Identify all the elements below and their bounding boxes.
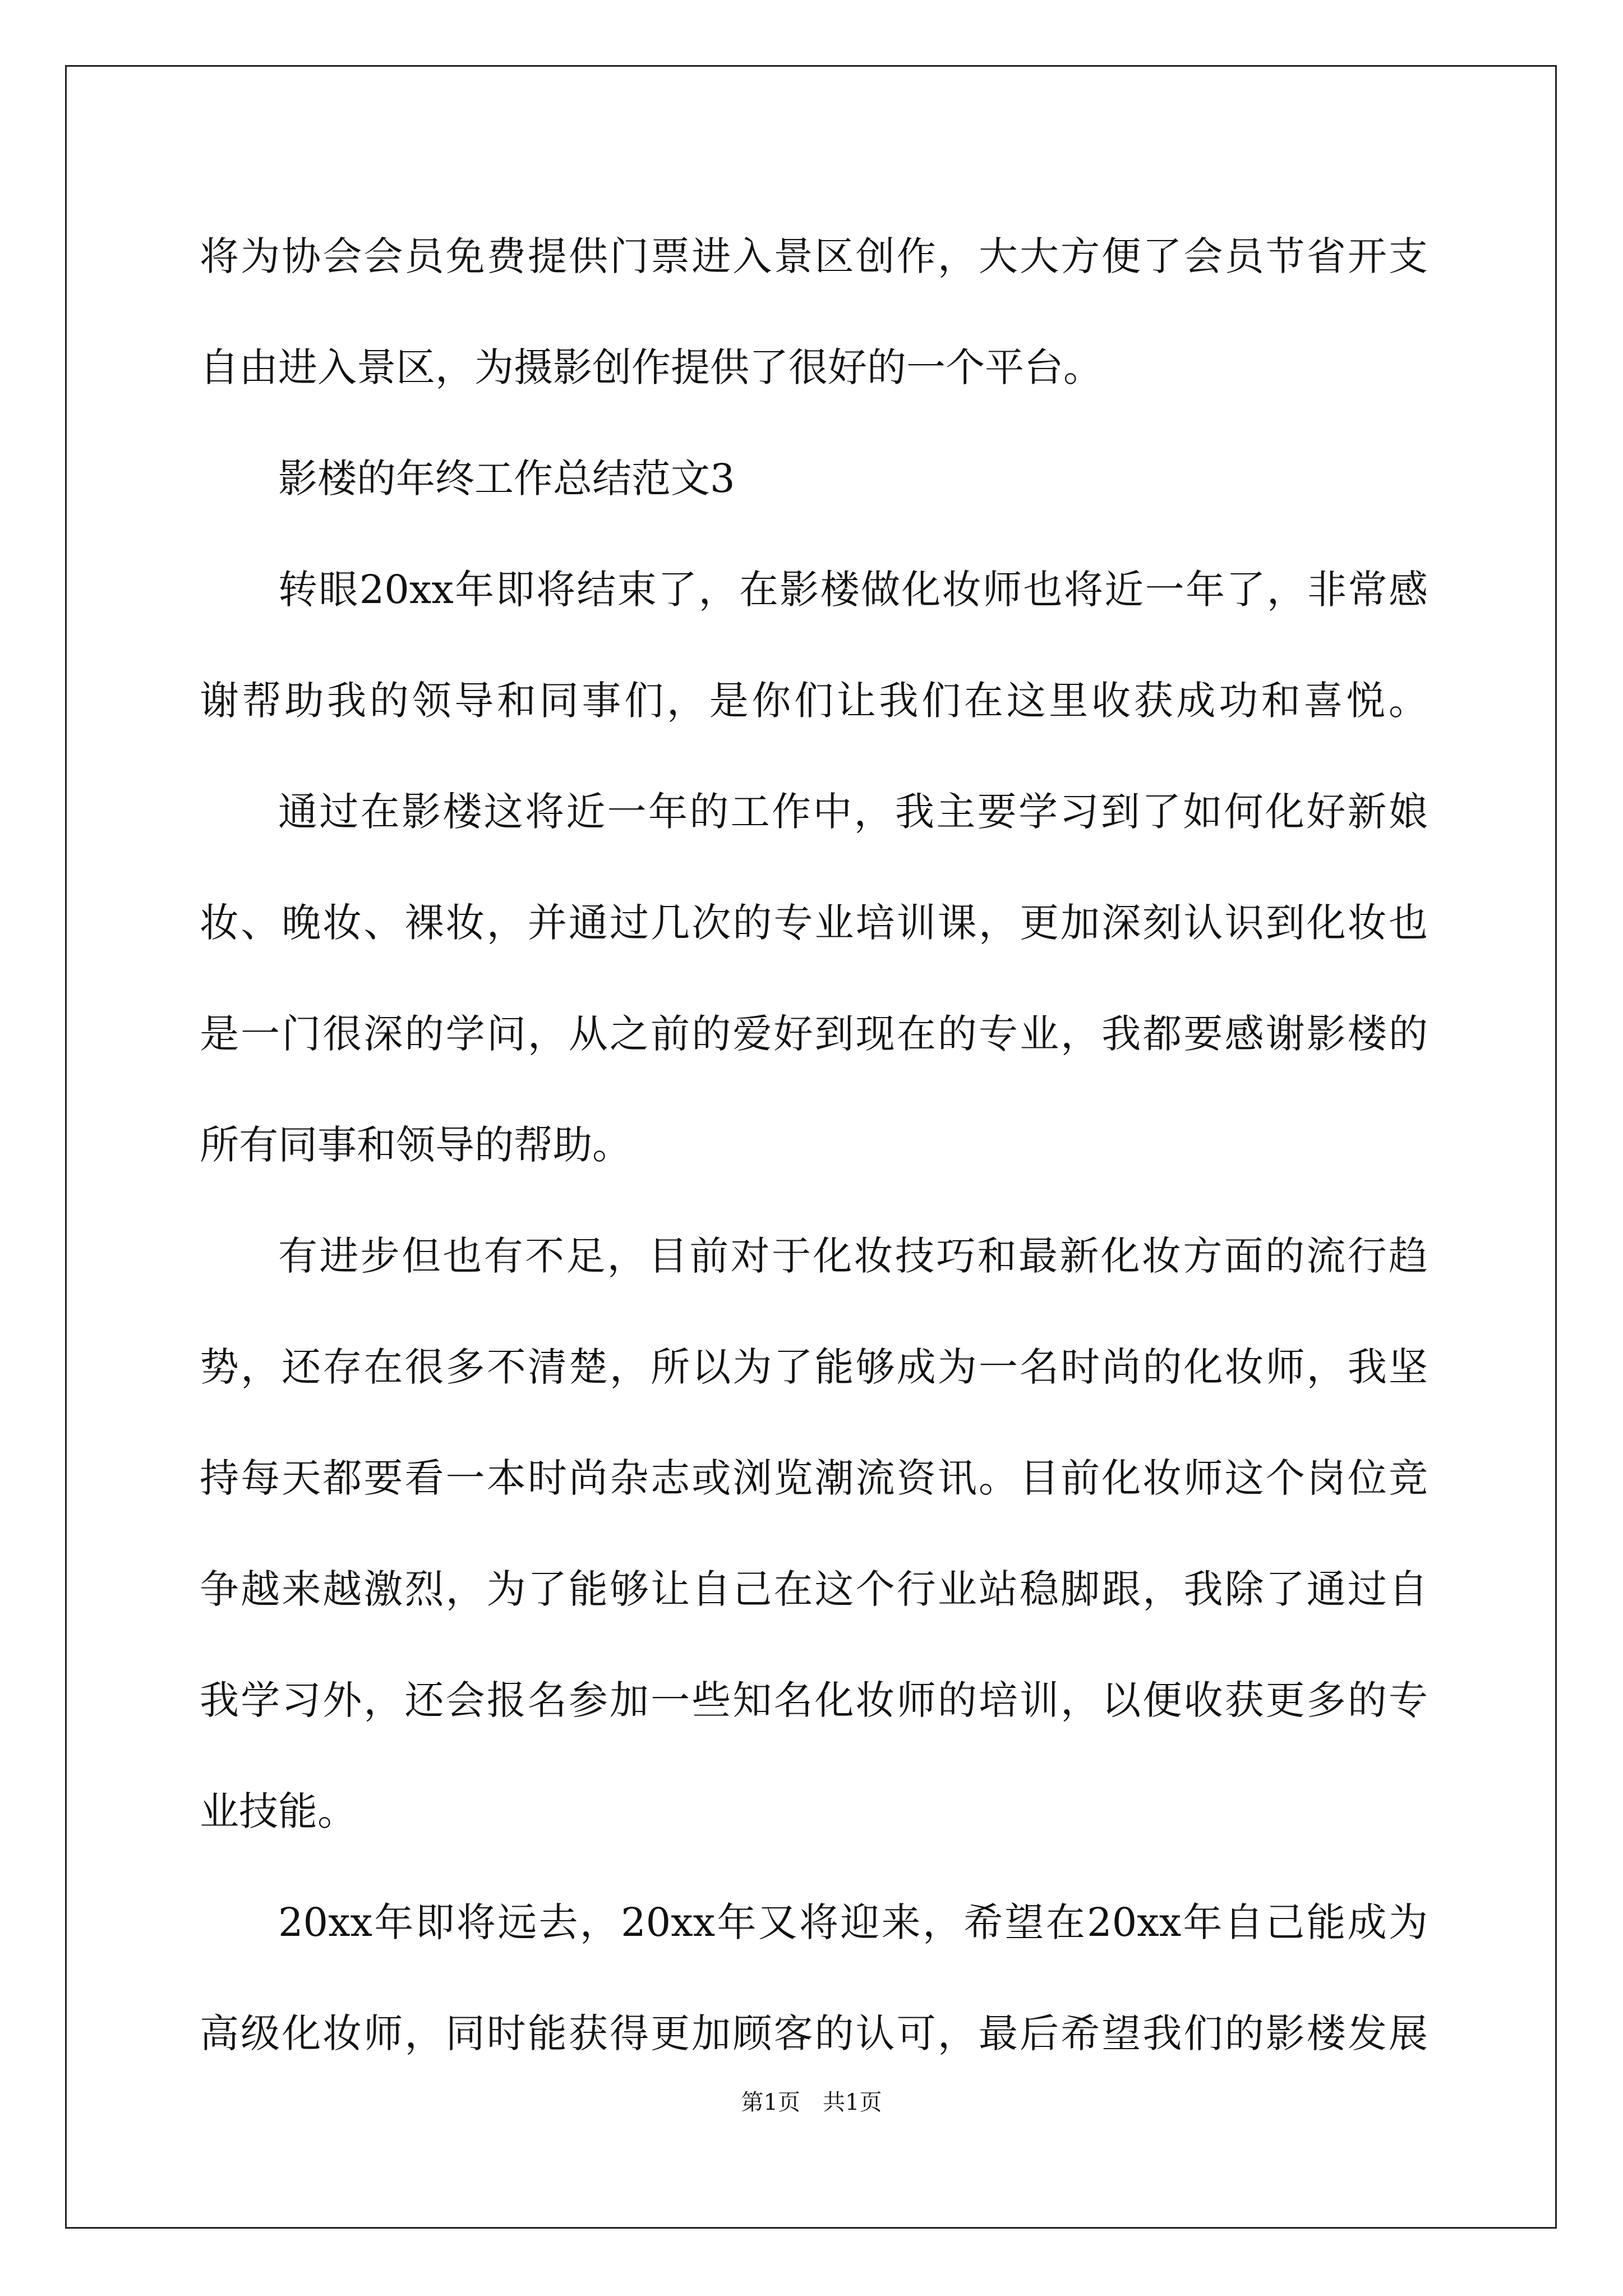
text-line: 将为协会会员免费提供门票进入景区创作，大大方便了会员节省开支 [200, 233, 1428, 279]
page-footer [0, 2086, 1623, 2119]
text-line: 转眼20xx年即将结束了，在影楼做化妆师也将近一年了，非常感 [278, 567, 1428, 613]
text-line: 20xx年即将远去，20xx年又将迎来，希望在20xx年自己能成为 [278, 1899, 1428, 1945]
text-line: 持每天都要看一本时尚杂志或浏览潮流资讯。目前化妆师这个岗位竞 [200, 1455, 1428, 1501]
page-number: 第1页 [741, 2090, 800, 2115]
section-heading: 影楼的年终工作总结范文3 [278, 455, 735, 501]
text-line: 高级化妆师，同时能获得更加顾客的认可，最后希望我们的影楼发展 [200, 2010, 1428, 2056]
text-line: 通过在影楼这将近一年的工作中，我主要学习到了如何化好新娘 [278, 789, 1428, 835]
text-line: 自由进入景区，为摄影创作提供了很好的一个平台。 [200, 344, 1103, 390]
text-line: 我学习外，还会报名参加一些知名化妆师的培训，以便收获更多的专 [200, 1677, 1428, 1723]
text-line: 所有同事和领导的帮助。 [200, 1122, 631, 1168]
text-line: 谢帮助我的领导和同事们，是你们让我们在这里收获成功和喜悦。 [200, 678, 1428, 724]
text-line: 有进步但也有不足，目前对于化妆技巧和最新化妆方面的流行趋 [278, 1233, 1428, 1279]
text-line: 业技能。 [200, 1788, 357, 1834]
document-body [200, 201, 1428, 2089]
text-line: 是一门很深的学问，从之前的爱好到现在的专业，我都要感谢影楼的 [200, 1011, 1428, 1057]
text-line: 妆、晚妆、裸妆，并通过几次的专业培训课，更加深刻认识到化妆也 [200, 900, 1428, 946]
page-total: 共1页 [823, 2090, 882, 2115]
text-line: 势，还存在很多不清楚，所以为了能够成为一名时尚的化妆师，我坚 [200, 1344, 1428, 1390]
text-line: 争越来越激烈，为了能够让自己在这个行业站稳脚跟，我除了通过自 [200, 1566, 1428, 1612]
